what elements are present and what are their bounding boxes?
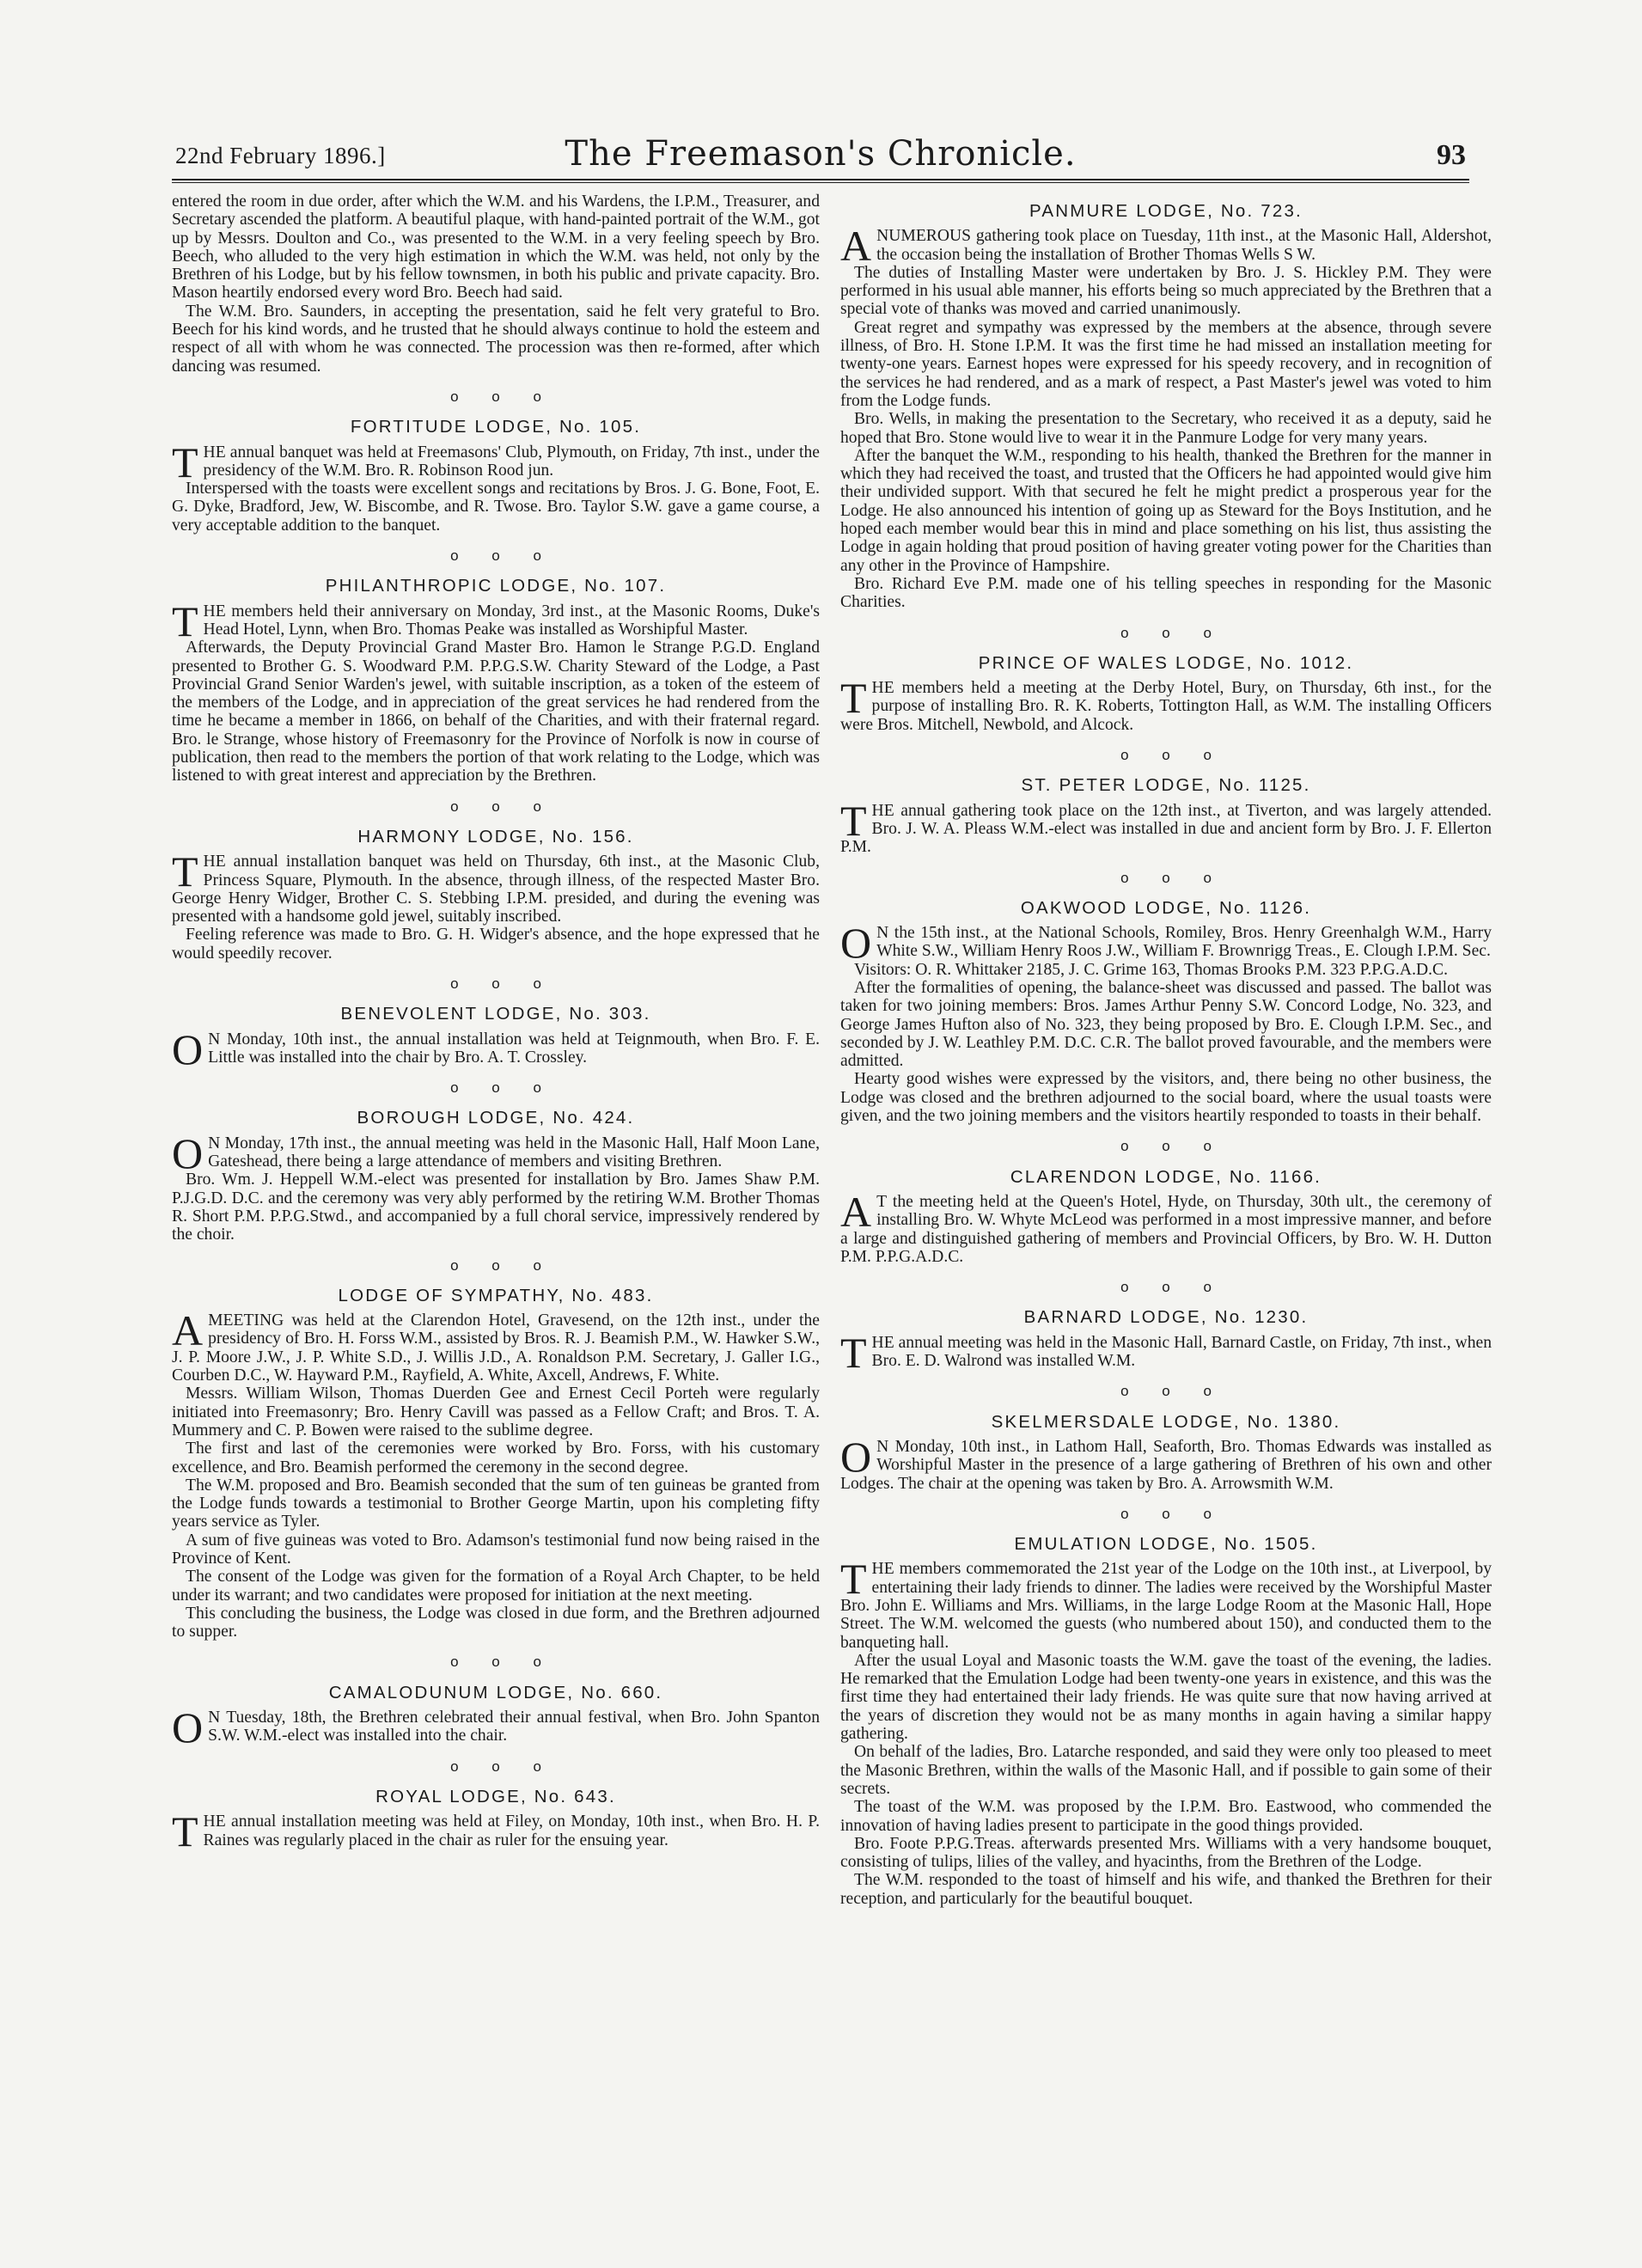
paragraph-text: On behalf of the ladies, Bro. Latarche responded, and said they were only too pleased to meet the Masonic Brethren, within the walls of the Masonic Hall, and if possible to gain some of their secrets. bbox=[840, 1743, 1492, 1798]
article-section bbox=[172, 577, 820, 785]
drop-cap: A bbox=[172, 1306, 204, 1355]
section-ornament: o o o bbox=[450, 798, 541, 815]
article-section bbox=[840, 654, 1492, 734]
article-paragraph bbox=[840, 1743, 1492, 1798]
drop-cap: O bbox=[840, 919, 872, 968]
article-paragraph bbox=[840, 674, 1492, 734]
article-paragraph bbox=[840, 264, 1492, 319]
article-paragraph bbox=[172, 437, 820, 486]
drop-cap: O bbox=[172, 1703, 204, 1752]
drop-cap: T bbox=[840, 796, 867, 845]
section-ornament: o o o bbox=[1120, 1505, 1212, 1522]
paragraph-text: After the formalities of opening, the balance-sheet was discussed and passed. The ballot was taken for two joining members: Bros. James Arthur Penny S.W. Concord Lodge, No. 323, and George James Hufton also of No. 323, they being proposed by Bro. E. Clough I.P.M. Sec., and seconded by J. W. Leathley P.M. D.C. C.R. The ballot proved favourable, and the members were admitted. bbox=[840, 978, 1492, 1071]
article-paragraph bbox=[172, 480, 820, 535]
article-paragraph bbox=[172, 303, 820, 376]
paragraph-text: Feeling reference was made to Bro. G. H. Widger's absence, and the hope expressed that he would speedily recover. bbox=[172, 926, 820, 963]
paragraph-text: HE annual installation meeting was held at Filey, on Monday, 10th inst., when Bro. H. P. Raines was regularly placed in the chair as ruler for the ensuing year. bbox=[203, 1813, 820, 1849]
article-section bbox=[840, 776, 1492, 856]
lodge-heading: BARNARD LODGE, No. 1230. bbox=[1023, 1307, 1309, 1328]
lodge-heading: BOROUGH LODGE, No. 424. bbox=[357, 1108, 635, 1128]
section-ornament: o o o bbox=[450, 1079, 541, 1097]
article-section bbox=[172, 1786, 820, 1856]
paragraph-text: HE members commemorated the 21st year of the Lodge on the 10th inst., at Liverpool, by entertaining their lady friends to dinner. The ladies were received by the Worshipful Master Bro. John E. Williams and Mrs. Williams, in the large Lodge Room at the Masonic Hall, Hope Street. The W.M. welcomed the guests (who numbered about 150), and conducted them to the banqueting hall. bbox=[840, 1560, 1492, 1652]
section-ornament: o o o bbox=[1120, 1138, 1212, 1155]
article-paragraph bbox=[840, 1187, 1492, 1266]
article-section bbox=[172, 1109, 820, 1244]
section-ornament: o o o bbox=[450, 547, 541, 565]
article-paragraph bbox=[172, 847, 820, 926]
lodge-heading: OAKWOOD LODGE, No. 1126. bbox=[1020, 897, 1312, 918]
article-paragraph bbox=[840, 222, 1492, 271]
paragraph-text: HE members held a meeting at the Derby Hotel, Bury, on Thursday, 6th inst., for the purpose of installing Bro. R. K. Roberts, Tottington Hall, as W.M. The installing Officers were Bros. Mitchell, Newbold, and Alcock. bbox=[840, 679, 1492, 734]
article-paragraph bbox=[172, 1476, 820, 1531]
paragraph-text: Visitors: O. R. Whittaker 2185, J. C. Grime 163, Thomas Brooks P.M. 323 P.P.G.A.D.C. bbox=[854, 960, 1448, 979]
paragraph-text: The consent of the Lodge was given for the formation of a Royal Arch Chapter, to be held under its warrant; and two candidates were proposed for initiation at the next meeting. bbox=[172, 1568, 820, 1605]
article-section bbox=[840, 899, 1492, 1126]
article-paragraph bbox=[840, 1652, 1492, 1743]
article-paragraph bbox=[840, 447, 1492, 575]
article-paragraph bbox=[172, 1024, 820, 1073]
article-paragraph bbox=[172, 1807, 820, 1856]
lodge-heading: SKELMERSDALE LODGE, No. 1380. bbox=[991, 1411, 1341, 1432]
paragraph-text: Great regret and sympathy was expressed by the members at the absence, through severe illness, of Bro. H. Stone I.P.M. It was the first time he had missed an installation meeting for twenty-one years. Earnest hopes were expressed for his speedy recovery, and in recognition of the services he had rendered, and as a mark of respect, a Past Master's jewel was voted to him from the Lodge funds. bbox=[840, 318, 1492, 410]
section-ornament: o o o bbox=[450, 1256, 541, 1274]
section-ornament: o o o bbox=[1120, 1279, 1212, 1296]
drop-cap: T bbox=[172, 847, 198, 896]
article-paragraph bbox=[172, 1440, 820, 1476]
article-paragraph bbox=[840, 979, 1492, 1070]
article-paragraph bbox=[172, 596, 820, 645]
paragraph-text: HE annual installation banquet was held on Thursday, 6th inst., at the Masonic Club, Princess Square, Plymouth. In the absence, through illness, of the respected Master Bro. George Henry Widger, Brother C. S. Stebbing I.P.M. presided, and during the evening was presented with a handsome gold jewel, suitably inscribed. bbox=[172, 853, 820, 926]
article-section bbox=[840, 1535, 1492, 1908]
paragraph-text: N Monday, 10th inst., in Lathom Hall, Seaforth, Bro. Thomas Edwards was installed as Worshipful Master in the presence of a large gathering of Brethren of his own and other Lodges. The chair at the opening was taken by Bro. A. Arrowsmith W.M. bbox=[840, 1437, 1492, 1493]
article-paragraph bbox=[840, 1871, 1492, 1908]
article-paragraph bbox=[172, 1171, 820, 1244]
drop-cap: T bbox=[172, 437, 198, 486]
paragraph-text: The W.M. Bro. Saunders, in accepting the presentation, said he felt very grateful to Bro. Beech for his kind words, and he trusted that he should always continue to hold the esteem and respect of all with whom he was connected. The procession was then re-formed, after which dancing was resumed. bbox=[172, 302, 820, 376]
paragraph-text: After the usual Loyal and Masonic toasts the W.M. gave the toast of the evening, the ladies. He remarked that the Emulation Lodge had been twenty-one years in existence, and this was the first time they had entertained their lady friends. He was quite sure that now having arrived at the years of discretion they would not be as many months in again having a similar happy gathering. bbox=[840, 1651, 1492, 1744]
drop-cap: T bbox=[840, 1328, 867, 1377]
section-ornament: o o o bbox=[1120, 869, 1212, 886]
article-paragraph bbox=[840, 1798, 1492, 1835]
article-paragraph bbox=[840, 919, 1492, 968]
article-section bbox=[840, 1168, 1492, 1266]
section-ornament: o o o bbox=[450, 1654, 541, 1671]
article-paragraph bbox=[172, 639, 820, 785]
masthead-rule-thin bbox=[172, 182, 1469, 183]
article-paragraph bbox=[840, 796, 1492, 857]
paragraph-text: A sum of five guineas was voted to Bro. Adamson's testimonial fund now being raised in the Province of Kent. bbox=[172, 1531, 820, 1568]
paragraph-text: The toast of the W.M. was proposed by the I.P.M. Bro. Eastwood, who commended the innovation of having ladies present to participate in the good things provided. bbox=[840, 1798, 1492, 1835]
page-number: 93 bbox=[1437, 139, 1466, 171]
paragraph-text: Interspersed with the toasts were excellent songs and recitations by Bros. J. G. Bone, Foot, E. G. Dyke, Bradford, Jew, W. Biscombe, and R. Twose. Bro. Taylor S.W. gave a game course, a very acceptable addition to the banquet. bbox=[172, 480, 820, 535]
lodge-heading: CAMALODUNUM LODGE, No. 660. bbox=[328, 1682, 663, 1703]
article-paragraph bbox=[840, 410, 1492, 447]
paragraph-text: T the meeting held at the Queen's Hotel, Hyde, on Thursday, 30th ult., the ceremony of installing Bro. W. Whyte McLeod was performed in a most impressive manner, and before a large and distinguished gathering of members and Provincial Officers, by Bro. W. H. Dutton P.M. P.P.G.A.D.C. bbox=[840, 1192, 1492, 1266]
paragraph-text: HE annual banquet was held at Freemasons' Club, Plymouth, on Friday, 7th inst., under the presidency of the W.M. Bro. R. Robinson Rood jun. bbox=[203, 443, 820, 480]
article-paragraph bbox=[840, 1835, 1492, 1872]
paragraph-text: After the banquet the W.M., responding to his health, thanked the Brethren for the manner in which they had received the toast, and trusted that the Officers he had appointed would give him their undivided support. With that secured he felt he might predict a prosperous year for the Lodge. He also announced his intention of going up as Steward for the Boys Institution, and he hoped each member would bear this in mind and place something on his list, thus assisting the Lodge in again holding that proud position of having greater voting power for the Charities than any other in the Province of Hampshire. bbox=[840, 446, 1492, 575]
paragraph-text: Bro. Wm. J. Heppell W.M.-elect was presented for installation by Bro. James Shaw P.M. P.J.G.D. D.C. and the ceremony was very ably performed by the retiring W.M. Brother Thomas R. Short P.M. P.P.G.Stwd., and accompanied by a full choral service, impressively rendered by the choir. bbox=[172, 1171, 820, 1244]
paragraph-text: Bro. Foote P.P.G.Treas. afterwards presented Mrs. Williams with a very handsome bouquet, consisting of tulips, lilies of the valley, and hyacinths, from the Brethren of the Lodge. bbox=[840, 1834, 1492, 1872]
article-section bbox=[172, 1682, 820, 1752]
paragraph-text: entered the room in due order, after which the W.M. and his Wardens, the I.P.M., Treasurer, and Secretary ascended the platform. A beautiful plaque, with hand-painted portrait of the W.M., got up by Messrs. Doulton and Co., was presented to the W.M. in a very feeling speech by Bro. Beech, who alluded to the very high estimation in which the W.M. was held, not only by the Brethren of his Lodge, but by his fellow townsmen, in both his public and private capacity. Bro. Mason heartily endorsed every word Bro. Beech had said. bbox=[172, 193, 820, 303]
lodge-heading: LODGE OF SYMPATHY, No. 483. bbox=[338, 1285, 654, 1305]
article-paragraph bbox=[840, 575, 1492, 612]
article-paragraph bbox=[172, 1306, 820, 1385]
article-paragraph bbox=[172, 193, 820, 303]
issue-date: 22nd February 1896.] bbox=[175, 143, 386, 168]
section-ornament: o o o bbox=[1120, 747, 1212, 764]
paragraph-text: Hearty good wishes were expressed by the visitors, and, there being no other business, the Lodge was closed and the brethren adjourned to the social board, where the usual toasts were given, and the two joining members and the visitors heartily responded to toasts in their behalf. bbox=[840, 1070, 1492, 1126]
article-section bbox=[172, 193, 820, 376]
publication-title: The Freemason's Chronicle. bbox=[565, 134, 1077, 174]
article-paragraph bbox=[172, 1605, 820, 1641]
article-paragraph bbox=[172, 1568, 820, 1605]
lodge-heading: PHILANTHROPIC LODGE, No. 107. bbox=[325, 576, 667, 596]
section-ornament: o o o bbox=[450, 975, 541, 992]
article-section bbox=[172, 1287, 820, 1641]
lodge-heading: PANMURE LODGE, No. 723. bbox=[1029, 201, 1303, 221]
masthead bbox=[175, 134, 1466, 177]
right-column bbox=[840, 193, 1492, 1908]
paragraph-text: Afterwards, the Deputy Provincial Grand Master Bro. Hamon le Strange P.G.D. England presented to Brother G. S. Woodward P.M. P.P.G.S.W. Charity Steward of the Lodge, a Past Provincial Grand Senior Warden's jewel, with suitable inscription, as a token of the esteem of the members of the Lodge, and in appreciation of the great services he had rendered from the time he became a member in 1866, on behalf of the Charities, and with their fraternal regard. Bro. le Strange, whose history of Freemasonry for the Province of Norfolk is now in course of publication, then read to the members the portion of that work relating to the Lodge, which was listened to with great interest and appreciation by the Brethren. bbox=[172, 639, 820, 786]
lodge-heading: EMULATION LODGE, No. 1505. bbox=[1014, 1534, 1318, 1555]
section-ornament: o o o bbox=[1120, 624, 1212, 641]
drop-cap: T bbox=[840, 1555, 867, 1604]
drop-cap: A bbox=[840, 1187, 872, 1236]
lodge-heading: ST. PETER LODGE, No. 1125. bbox=[1021, 775, 1311, 796]
paragraph-text: The W.M. proposed and Bro. Beamish seconded that the sum of ten guineas be granted from the Lodge funds towards a testimonial to Brother George Martin, upon his completing fifty years service as Tyler. bbox=[172, 1476, 820, 1531]
article-section bbox=[172, 1004, 820, 1073]
masthead-rule bbox=[172, 179, 1469, 180]
lodge-heading: HARMONY LODGE, No. 156. bbox=[357, 826, 634, 847]
paragraph-text: HE members held their anniversary on Monday, 3rd inst., at the Masonic Rooms, Duke's Head Hotel, Lynn, when Bro. Thomas Peake was installed as Worshipful Master. bbox=[203, 602, 820, 639]
article-section bbox=[172, 828, 820, 963]
lodge-heading: ROYAL LODGE, No. 643. bbox=[375, 1786, 616, 1806]
article-paragraph bbox=[172, 1531, 820, 1568]
article-paragraph bbox=[840, 1432, 1492, 1493]
paragraph-text: This concluding the business, the Lodge was closed in due form, and the Brethren adjourned to supper. bbox=[172, 1604, 820, 1641]
paragraph-text: HE annual gathering took place on the 12th inst., at Tiverton, and was largely attended. Bro. J. W. A. Pleass W.M.-elect was installed in due and ancient form by Bro. J. F. Ellerton P.M. bbox=[840, 801, 1492, 857]
paragraph-text: Bro. Wells, in making the presentation to the Secretary, who received it as a deputy, said he hoped that Bro. Stone would live to wear it in the Panmure Lodge for very many years. bbox=[840, 410, 1492, 447]
paragraph-text: The W.M. responded to the toast of himself and his wife, and thanked the Brethren for their reception, and particularly for the beautiful bouquet. bbox=[840, 1871, 1492, 1908]
drop-cap: O bbox=[172, 1024, 204, 1073]
article-paragraph bbox=[840, 1070, 1492, 1125]
paragraph-text: N Tuesday, 18th, the Brethren celebrated their annual festival, when Bro. John Spanton S.W. W.M.-elect was installed into the chair. bbox=[208, 1709, 820, 1745]
drop-cap: O bbox=[840, 1432, 872, 1481]
lodge-heading: CLARENDON LODGE, No. 1166. bbox=[1010, 1166, 1322, 1187]
section-ornament: o o o bbox=[1120, 1383, 1212, 1400]
drop-cap: A bbox=[840, 222, 872, 271]
paragraph-text: Bro. Richard Eve P.M. made one of his telling speeches in responding for the Masonic Charities. bbox=[840, 574, 1492, 612]
article-paragraph bbox=[840, 1555, 1492, 1652]
article-section bbox=[840, 1307, 1492, 1377]
paragraph-text: N the 15th inst., at the National Schools, Romiley, Bros. Henry Greenhalgh W.M., Harry White S.W., William Henry Roos J.W., William F. Brownrigg Treas., E. Clough I.P.M. Sec. bbox=[876, 924, 1492, 961]
article-paragraph bbox=[172, 1385, 820, 1440]
article-paragraph bbox=[840, 319, 1492, 410]
article-paragraph bbox=[840, 1328, 1492, 1377]
drop-cap: T bbox=[840, 674, 867, 723]
left-column bbox=[172, 193, 820, 1856]
paragraph-text: N Monday, 17th inst., the annual meeting was held in the Masonic Hall, Half Moon Lane, Gateshead, there being a large attendance of members and visiting Brethren. bbox=[208, 1134, 820, 1171]
paragraph-text: The first and last of the ceremonies were worked by Bro. Forss, with his customary excellence, and Bro. Beamish performed the ceremony in the second degree. bbox=[172, 1440, 820, 1476]
paragraph-text: NUMEROUS gathering took place on Tuesday, 11th inst., at the Masonic Hall, Aldershot, the occasion being the installation of Brother Thomas Wells S W. bbox=[876, 227, 1492, 264]
paragraph-text: The duties of Installing Master were undertaken by Bro. J. S. Hickley P.M. They were performed in his usual able manner, his efforts being so much appreciated by the Brethren that a special vote of thanks was moved and carried unanimously. bbox=[840, 263, 1492, 319]
paragraph-text: MEETING was held at the Clarendon Hotel, Gravesend, on the 12th inst., under the presidency of Bro. H. Forss W.M., assisted by Bros. R. J. Beamish P.M., W. Hawker S.W., J. P. Moore J.W., J. P. White S.D., J. Willis J.D., A. Ronaldson P.M. Secretary, J. Galler I.G., Courben D.C., W. Hayward P.M., Rayfield, A. White, Axcell, Andrews, F. White. bbox=[172, 1311, 820, 1385]
article-section bbox=[840, 1413, 1492, 1493]
paragraph-text: N Monday, 10th inst., the annual installation was held at Teignmouth, when Bro. F. E. Little was installed into the chair by Bro. A. T. Crossley. bbox=[208, 1030, 820, 1067]
article-paragraph bbox=[172, 1128, 820, 1177]
drop-cap: O bbox=[172, 1128, 204, 1177]
article-paragraph bbox=[172, 1703, 820, 1752]
lodge-heading: FORTITUDE LODGE, No. 105. bbox=[350, 417, 642, 437]
article-paragraph bbox=[840, 961, 1492, 979]
article-section bbox=[172, 418, 820, 535]
lodge-heading: PRINCE OF WALES LODGE, No. 1012. bbox=[978, 652, 1354, 673]
drop-cap: T bbox=[172, 1807, 198, 1856]
article-section bbox=[840, 202, 1492, 612]
section-ornament: o o o bbox=[450, 1758, 541, 1775]
paragraph-text: Messrs. William Wilson, Thomas Duerden Gee and Ernest Cecil Porteh were regularly initiated into Freemasonry; Bro. Henry Cavill was passed as a Fellow Craft; and Bros. T. A. Mummery and C. P. Bowen were raised to the sublime degree. bbox=[172, 1385, 820, 1440]
drop-cap: T bbox=[172, 596, 198, 645]
section-ornament: o o o bbox=[450, 388, 541, 405]
paragraph-text: HE annual meeting was held in the Masonic Hall, Barnard Castle, on Friday, 7th inst., when Bro. E. D. Walrond was installed W.M. bbox=[871, 1333, 1492, 1371]
lodge-heading: BENEVOLENT LODGE, No. 303. bbox=[340, 1004, 651, 1024]
article-paragraph bbox=[172, 926, 820, 963]
